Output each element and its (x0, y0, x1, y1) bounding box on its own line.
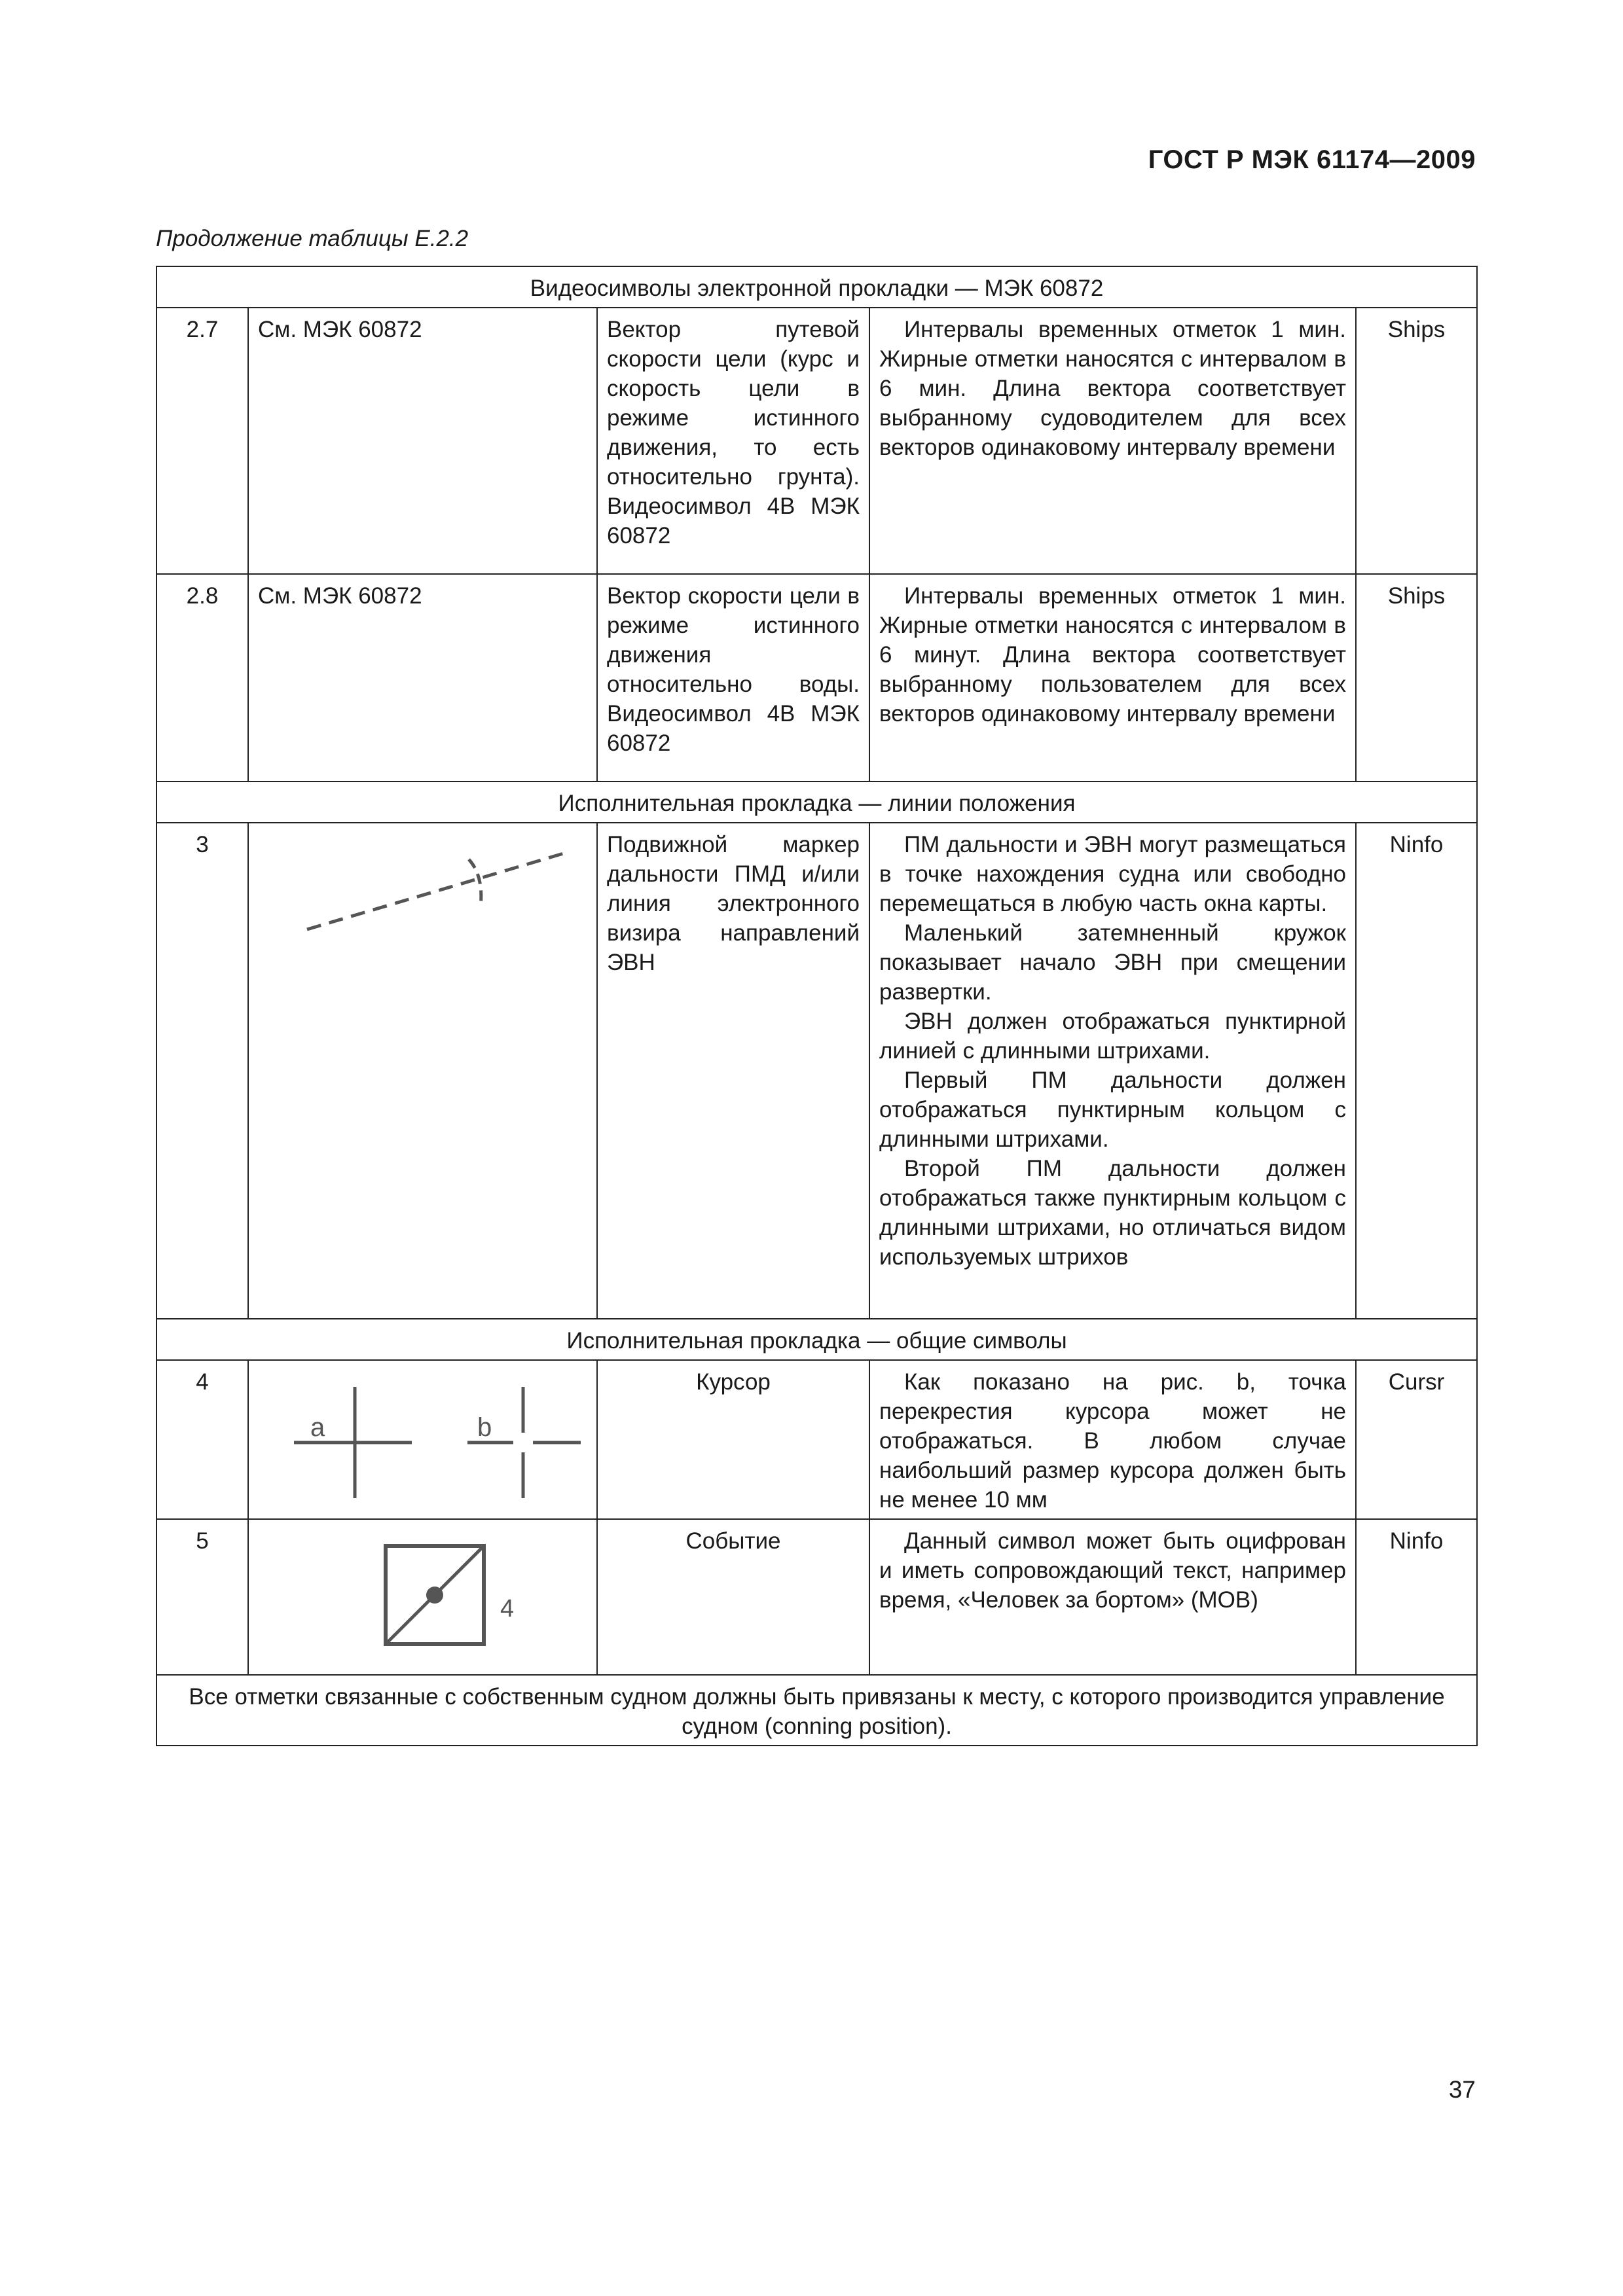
row-number: 3 (156, 823, 248, 1319)
symbol-tag: Ninfo (1356, 1519, 1477, 1675)
cursor-figure-label-b: b (477, 1413, 492, 1442)
table-row (156, 308, 1477, 574)
symbol-tag: Cursr (1356, 1360, 1477, 1519)
symbol-tag: Ships (1356, 574, 1477, 781)
description-paragraph: Маленький затемненный кружок показывает начало ЭВН при смещении развертки. (879, 920, 1346, 1005)
description-paragraph: Первый ПМ дальности должен отображаться пунктирным кольцом с длинными штрихами. (879, 1067, 1346, 1152)
section-title: Исполнительная прокладка — общие символы (156, 1319, 1477, 1360)
description-paragraph: ЭВН должен отображаться пунктирной линией с длинными штрихами. (879, 1009, 1346, 1064)
symbol-tag: Ships (1356, 308, 1477, 574)
ebl-dashed-line-icon (258, 830, 607, 948)
symbol-description: Интервалы временных отметок 1 мин. Жирные отметки наносятся с интервалом в 6 минут. Длина вектора соответствует выбранному пользователем для всех векторов одинаковому интервалу времени (869, 574, 1356, 781)
table-row (156, 574, 1477, 781)
section-title: Видеосимволы электронной прокладки — МЭК 60872 (156, 266, 1477, 308)
symbol-description: Как показано на рис. b, точка перекрестия курсора может не отображаться. В любом случае наибольший размер курсора должен быть не менее 10 мм (869, 1360, 1356, 1519)
table-row (156, 823, 1477, 1319)
table-row (156, 1519, 1477, 1675)
event-figure-label: 4 (500, 1595, 515, 1623)
section-row (156, 781, 1477, 823)
symbol-figure (248, 1360, 597, 1519)
symbol-reference: См. МЭК 60872 (248, 308, 597, 574)
row-number: 2.8 (156, 574, 248, 781)
description-paragraph: ПМ дальности и ЭВН могут размещаться в точке нахождения судна или свободно перемещаться в любую часть окна карты. (879, 832, 1346, 916)
symbol-description: Интервалы временных отметок 1 мин. Жирные отметки наносятся с интервалом в 6 мин. Длина вектора соответствует выбранному судоводителем для всех векторов одинаковому интервалу времени (869, 308, 1356, 574)
symbol-reference: См. МЭК 60872 (248, 574, 597, 781)
table-row (156, 1360, 1477, 1519)
table-caption: Продолжение таблицы E.2.2 (156, 226, 469, 251)
page-number: 37 (1448, 2076, 1476, 2103)
symbol-description: Данный символ может быть оцифрован и иметь сопровождающий текст, например время, «Человек за бортом» (МОВ) (869, 1519, 1356, 1675)
symbol-name: Курсор (597, 1360, 869, 1519)
symbol-name: Вектор путевой скорости цели (курс и скорость цели в режиме истинного движения, то есть относительно грунта). Видеосимвол 4B МЭК 60872 (597, 308, 869, 574)
symbol-tag: Ninfo (1356, 823, 1477, 1319)
section-row (156, 1319, 1477, 1360)
symbol-name: Подвижной маркер дальности ПМД и/или линия электронного визира направлений ЭВН (597, 823, 869, 1319)
symbol-name: Вектор скорости цели в режиме истинного движения относительно воды. Видеосимвол 4B МЭК 60872 (597, 574, 869, 781)
event-icon (258, 1526, 607, 1670)
symbol-figure (248, 823, 597, 1319)
description-paragraph: Второй ПМ дальности должен отображаться также пунктирным кольцом с длинными штрихами, но отличаться видом используемых штрихов (879, 1156, 1346, 1270)
section-row (156, 266, 1477, 308)
row-number: 2.7 (156, 308, 248, 574)
row-number: 5 (156, 1519, 248, 1675)
symbol-figure (248, 1519, 597, 1675)
document-id: ГОСТ Р МЭК 61174—2009 (1148, 145, 1476, 174)
cursor-icon (258, 1367, 607, 1511)
section-title: Исполнительная прокладка — линии положения (156, 781, 1477, 823)
footer-row (156, 1675, 1477, 1746)
symbol-description (869, 823, 1356, 1319)
cursor-figure-label-a: a (310, 1413, 325, 1442)
symbol-name: Событие (597, 1519, 869, 1675)
row-number: 4 (156, 1360, 248, 1519)
symbols-table (156, 266, 1478, 1746)
footer-note: Все отметки связанные с собственным судном должны быть привязаны к месту, с которого производится управление судном (conning position). (156, 1675, 1477, 1746)
